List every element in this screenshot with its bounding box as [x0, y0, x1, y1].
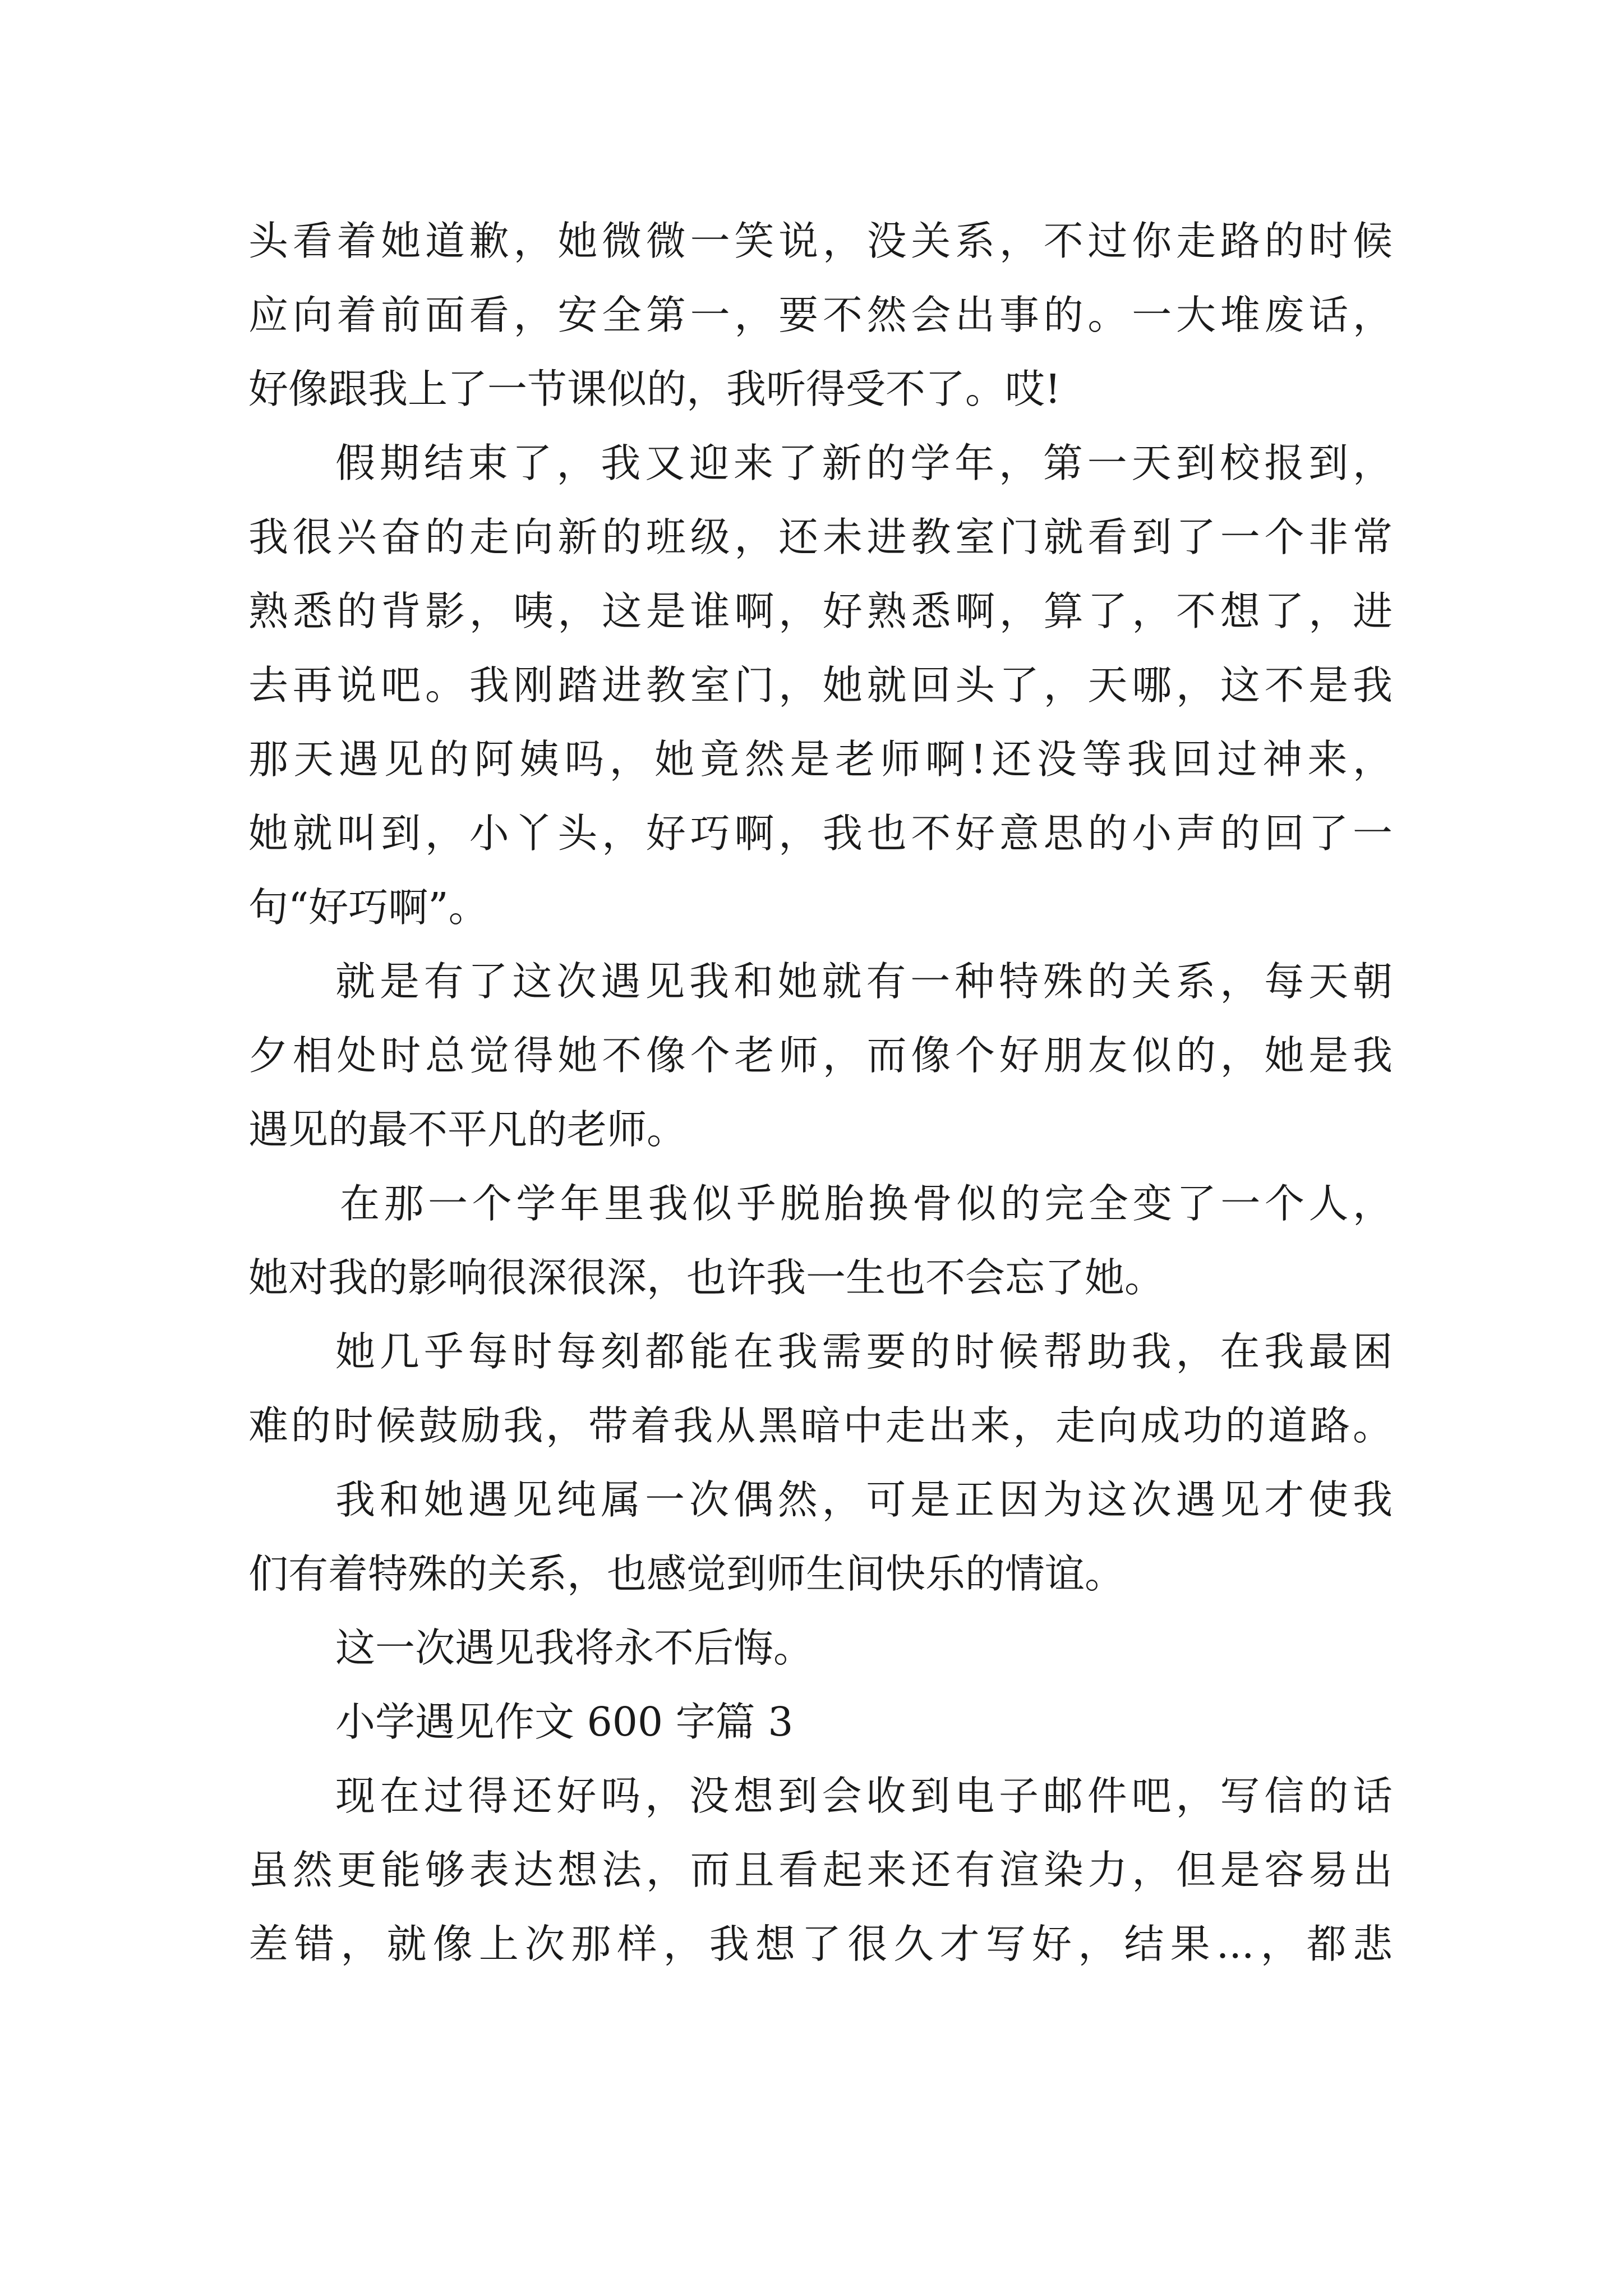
- section-heading: 小学遇见作文 600 字篇 3: [335, 1699, 794, 1745]
- text-line: 好像跟我上了一节课似的，我听得受不了。哎!: [248, 366, 1061, 412]
- paragraph-first-line: 就是有了这次遇见我和她就有一种特殊的关系，每天朝: [335, 958, 1393, 1005]
- text-line: 虽然更能够表达想法，而且看起来还有渲染力，但是容易出: [248, 1847, 1393, 1893]
- text-line: 难的时候鼓励我，带着我从黑暗中走出来，走向成功的道路。: [248, 1402, 1393, 1449]
- text-line: 那天遇见的阿姨吗，她竟然是老师啊!还没等我回过神来，: [248, 736, 1393, 783]
- text-line: 头看着她道歉，她微微一笑说，没关系，不过你走路的时候: [248, 218, 1393, 264]
- paragraph-first-line: 她几乎每时每刻都能在我需要的时候帮助我，在我最困: [335, 1328, 1393, 1375]
- text-line: 差错，就像上次那样，我想了很久才写好，结果...，都悲: [248, 1921, 1393, 1967]
- text-line: 遇见的最不平凡的老师。: [248, 1106, 687, 1153]
- paragraph-first-line: 假期结束了，我又迎来了新的学年，第一天到校报到，: [335, 440, 1393, 486]
- text-line: 夕相处时总觉得她不像个老师，而像个好朋友似的，她是我: [248, 1032, 1393, 1079]
- paragraph-first-line: 这一次遇见我将永不后悔。: [335, 1625, 814, 1671]
- text-line: 应向着前面看，安全第一，要不然会出事的。一大堆废话，: [248, 292, 1393, 338]
- text-line: 句“好巧啊”。: [248, 884, 488, 931]
- text-line: 我很兴奋的走向新的班级，还未进教室门就看到了一个非常: [248, 514, 1393, 560]
- text-line: 们有着特殊的关系，也感觉到师生间快乐的情谊。: [248, 1550, 1125, 1597]
- paragraph-first-line: 我和她遇见纯属一次偶然，可是正因为这次遇见才使我: [335, 1476, 1393, 1523]
- text-line: 去再说吧。我刚踏进教室门，她就回头了，天哪，这不是我: [248, 662, 1393, 708]
- text-line: 她就叫到，小丫头，好巧啊，我也不好意思的小声的回了一: [248, 810, 1393, 857]
- text-line: 她对我的影响很深很深，也许我一生也不会忘了她。: [248, 1254, 1165, 1301]
- text-line: 熟悉的背影，咦，这是谁啊，好熟悉啊，算了，不想了，进: [248, 588, 1393, 634]
- paragraph-first-line: 在那一个学年里我似乎脱胎换骨似的完全变了一个人，: [340, 1180, 1393, 1227]
- paragraph-first-line: 现在过得还好吗，没想到会收到电子邮件吧，写信的话: [335, 1773, 1393, 1819]
